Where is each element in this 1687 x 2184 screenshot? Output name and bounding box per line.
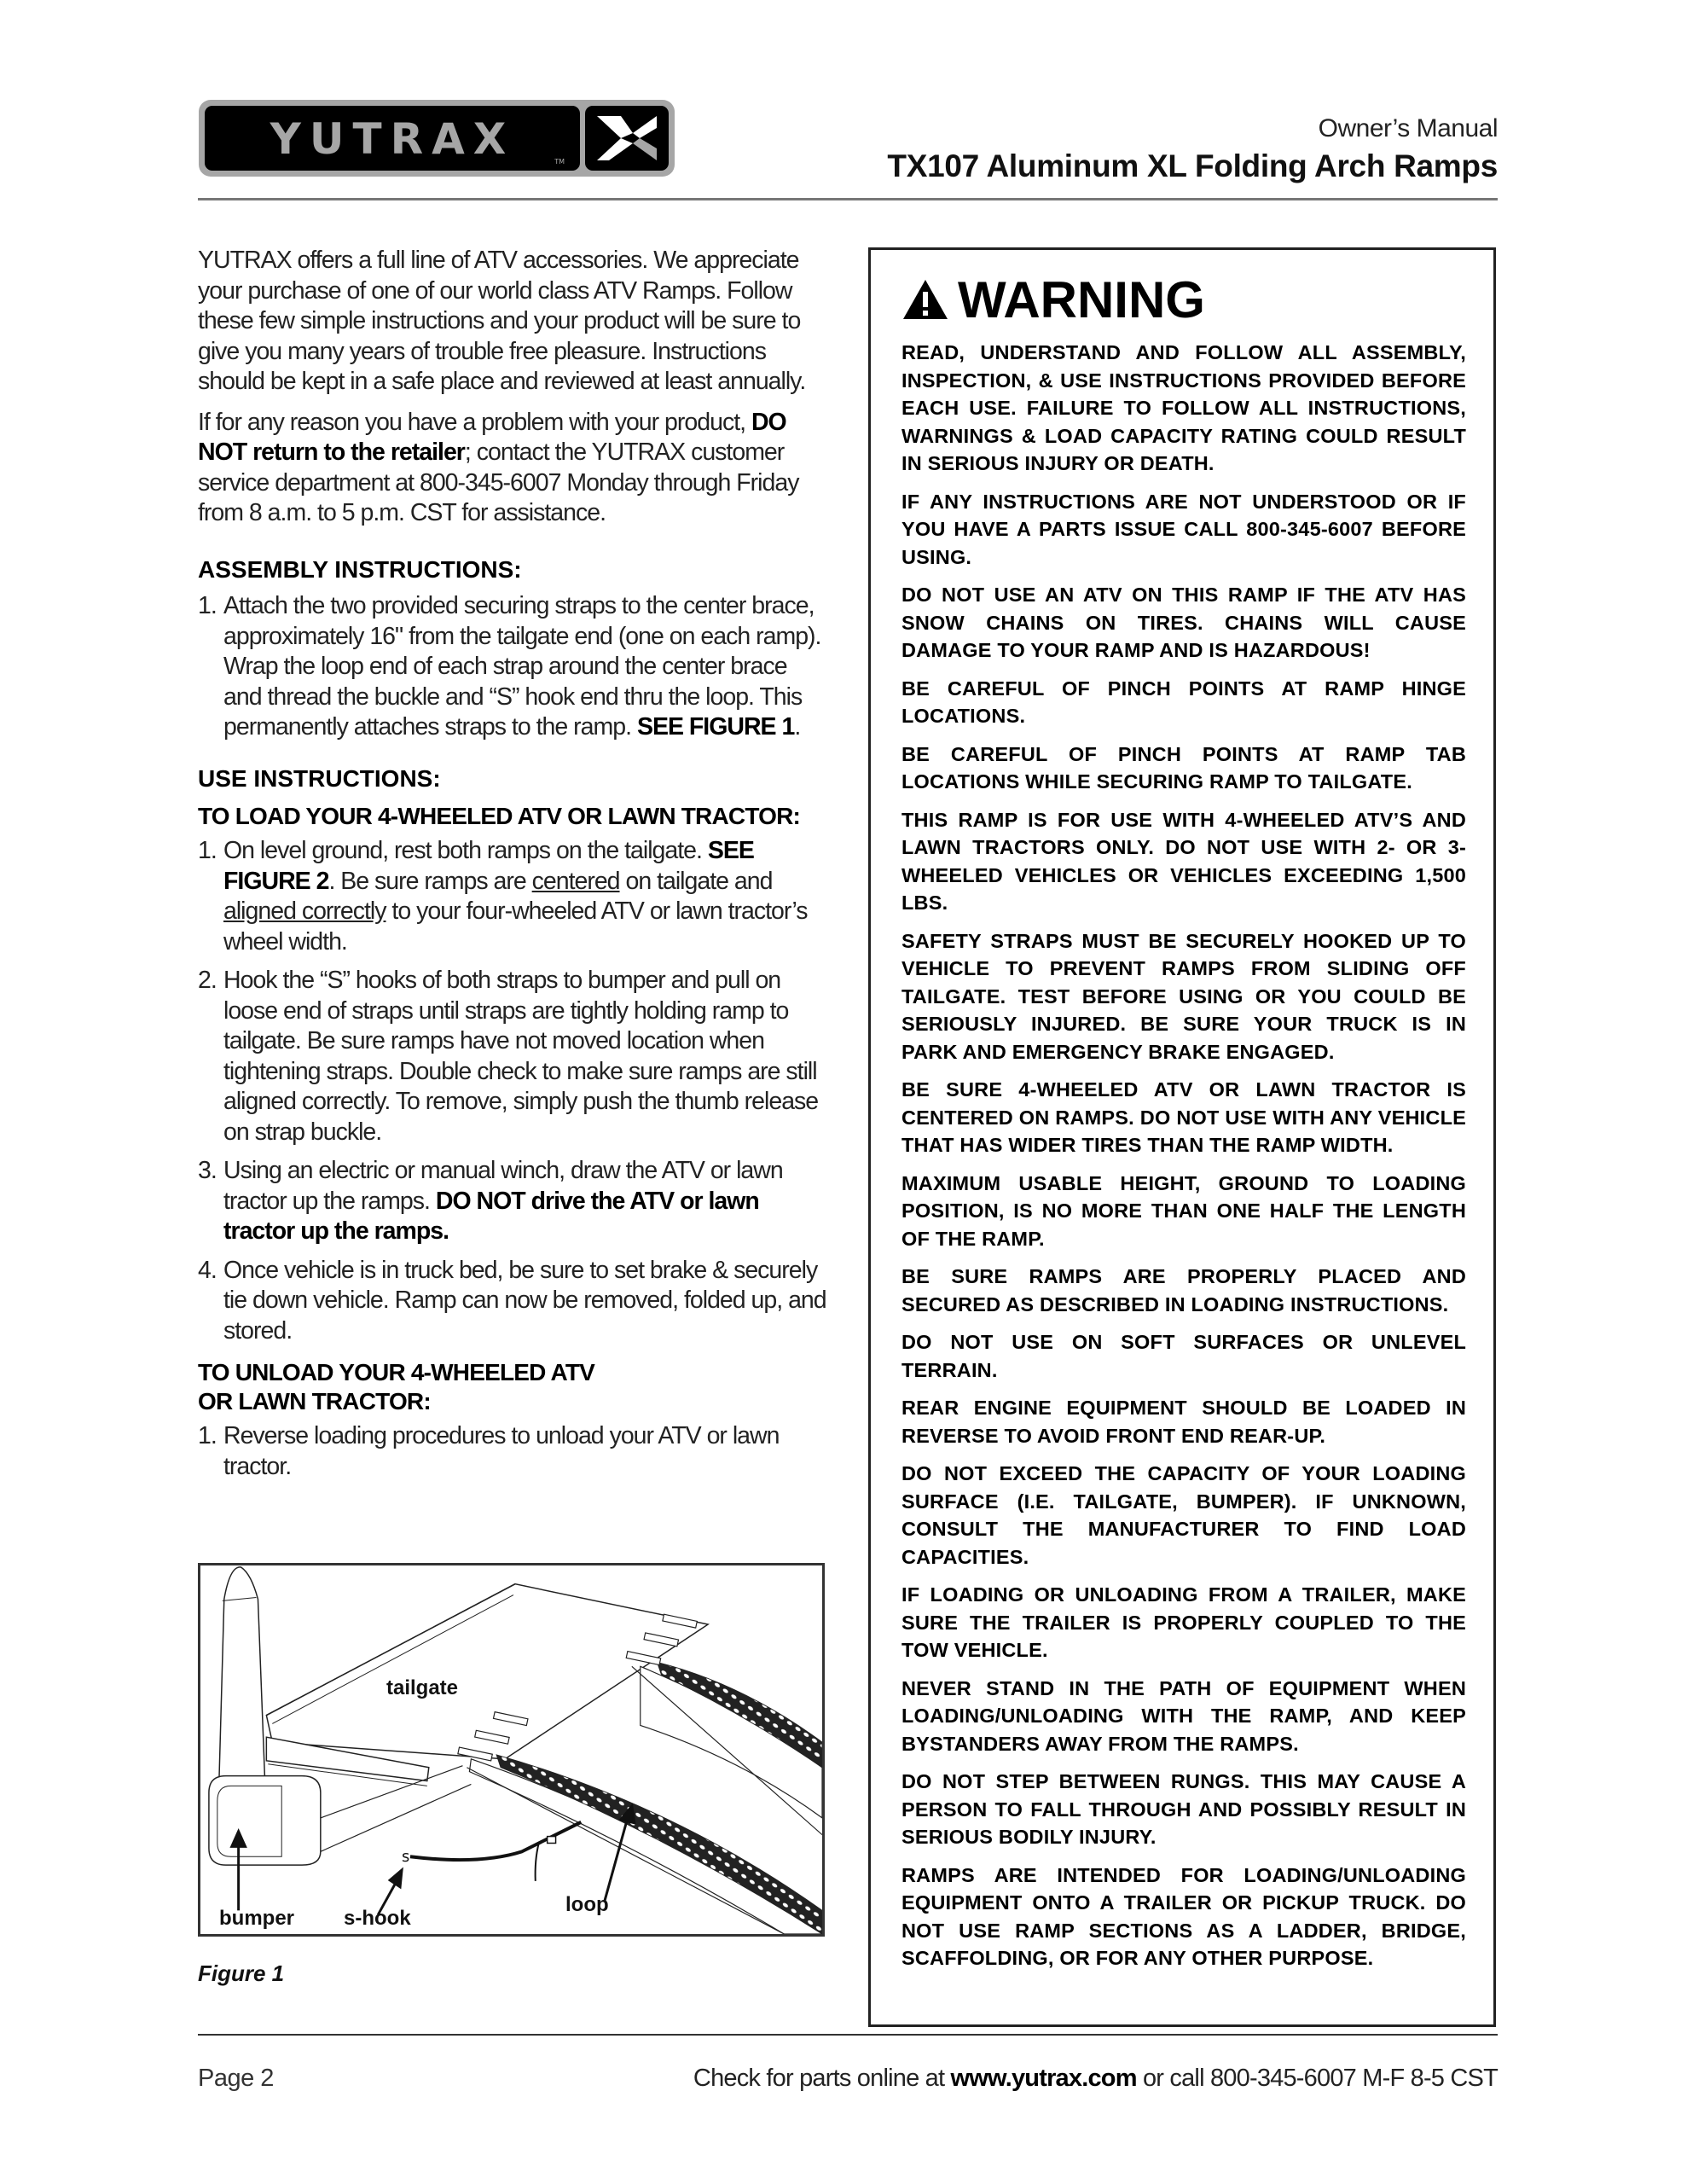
ramp-illustration-icon [200, 1565, 822, 1934]
step-emphasis: DO NOT drive the ATV or lawn tractor up the ramps. [223, 1187, 759, 1245]
step-text: Using an electric or manual winch, draw the ATV or lawn tractor up the ramps. [223, 1157, 783, 1215]
warning-title: WARNING [958, 270, 1205, 328]
warning-item: DO NOT USE ON SOFT SURFACES OR UNLEVEL TERRAIN. [901, 1331, 1466, 1381]
assembly-step [198, 591, 829, 743]
unload-step [198, 1421, 829, 1482]
warning-heading [901, 269, 1466, 330]
unload-steps [198, 1421, 829, 1482]
warning-item: NEVER STAND IN THE PATH OF EQUIPMENT WHEN LOADING/UNLOADING WITH THE RAMP, AND KEEP BYSTANDERS AWAY FROM THE RAMPS. [901, 1676, 1466, 1755]
logo-wordmark: YUTRAX [270, 114, 515, 164]
step-text: Hook the “S” hooks of both straps to bumper and pull on loose end of straps until straps are tightly holding ramp to tailgate. Be sure ramps have not moved location when tightening straps. Double check to make sure ramps are still aligned correctly. To remove, simply push the thumb release on strap buckle. [223, 967, 819, 1146]
contact-text-end: ; contact the YUTRAX customer service department at 800-345-6007 Monday through Friday from 8 a.m. to 5 p.m. CST for assistance. [198, 439, 799, 526]
warning-item: REAR ENGINE EQUIPMENT SHOULD BE LOADED IN REVERSE TO AVOID FRONT END REAR-UP. [901, 1397, 1466, 1447]
warning-box [868, 247, 1496, 2027]
unload-heading-line1: TO UNLOAD YOUR 4-WHEELED ATV [198, 1359, 595, 1385]
label-tailgate: tailgate [386, 1676, 459, 1699]
document-header [887, 114, 1498, 184]
logo-tm: TM [554, 158, 565, 166]
header-divider [198, 198, 1498, 200]
load-step [198, 966, 829, 1147]
footer-divider [198, 2034, 1498, 2036]
warning-items [901, 339, 1466, 1972]
warning-item: DO NOT STEP BETWEEN RUNGS. THIS MAY CAUSE A PERSON TO FALL THROUGH AND POSSIBLY RESULT IN SERIOUS BODILY INJURY. [901, 1770, 1466, 1848]
footer-contact [693, 2065, 1498, 2093]
footer-phone-text: or call 800-345-6007 M-F 8-5 CST [1136, 2065, 1498, 2092]
assembly-steps [198, 591, 829, 743]
label-loop: loop [565, 1893, 609, 1916]
load-step [198, 1256, 829, 1347]
intro-paragraph: YUTRAX offers a full line of ATV accessories. We appreciate your purchase of one of our world class ATV Ramps. Follow these few simple instructions and your product will be sure to give you many years of trouble free pleasure. Instructions should be kept in a safe place and reviewed at least annually. [198, 247, 806, 395]
label-s-hook: s-hook [344, 1907, 411, 1930]
warning-triangle-icon [901, 278, 949, 321]
figure-caption: Figure 1 [198, 1960, 285, 1986]
step-text: to your four-wheeled ATV or lawn tractor’s wheel width. [223, 897, 808, 956]
load-step [198, 836, 829, 957]
warning-item: MAXIMUM USABLE HEIGHT, GROUND TO LOADING POSITION, IS NO MORE THAN ONE HALF THE LENGTH OF THE RAMP. [901, 1171, 1466, 1250]
warning-item: RAMPS ARE INTENDED FOR LOADING/UNLOADING EQUIPMENT ONTO A TRAILER OR PICKUP TRUCK. DO NOT USE RAMP SECTIONS AS A LADDER, BRIDGE, SCAFFOLDING, OR FOR ANY OTHER PURPOSE. [901, 1863, 1466, 1969]
warning-item: BE SURE RAMPS ARE PROPERLY PLACED AND SECURED AS DESCRIBED IN LOADING INSTRUCTIONS. [901, 1265, 1466, 1316]
svg-text:s: s [402, 1848, 410, 1867]
step-tail: . [794, 713, 801, 741]
product-title: TX107 Aluminum XL Folding Arch Ramps [887, 148, 1498, 183]
label-bumper: bumper [219, 1907, 295, 1930]
step-number: 2. [198, 967, 217, 994]
warning-item: BE CAREFUL OF PINCH POINTS AT RAMP TAB LOCATIONS WHILE SECURING RAMP TO TAILGATE. [901, 742, 1466, 793]
load-heading: TO LOAD YOUR 4-WHEELED ATV OR LAWN TRACTOR: [198, 803, 801, 829]
contact-text: If for any reason you have a problem with your product, [198, 408, 751, 436]
step-text: . Be sure ramps are [328, 867, 532, 895]
step-text: On level ground, rest both ramps on the tailgate. [223, 837, 708, 864]
unload-heading-line2: OR LAWN TRACTOR: [198, 1388, 431, 1414]
step-number: 1. [198, 1422, 217, 1449]
step-text: Reverse loading procedures to unload your ATV or lawn tractor. [223, 1422, 780, 1480]
load-steps [198, 836, 829, 1346]
warning-item: BE CAREFUL OF PINCH POINTS AT RAMP HINGE LOCATIONS. [901, 677, 1466, 727]
page-number: Page 2 [198, 2065, 274, 2092]
figure-reference: SEE FIGURE 1 [636, 713, 795, 741]
underlined-text: centered [531, 867, 620, 895]
step-text: Once vehicle is in truck bed, be sure to set brake & securely tie down vehicle. Ramp can now be removed, folded up, and stored. [223, 1256, 826, 1345]
warning-item: BE SURE 4-WHEELED ATV OR LAWN TRACTOR IS CENTERED ON RAMPS. DO NOT USE WITH ANY VEHICLE THAT HAS WIDER TIRES THAN THE RAMP WIDTH. [901, 1078, 1466, 1156]
website-link[interactable]: www.yutrax.com [950, 2065, 1137, 2092]
instructions-column [198, 246, 829, 1490]
step-text: Attach the two provided securing straps to the center brace, approximately 16" from the tailgate end (one on each ramp). Wrap the loop end of each strap around the center brace and thread the buckle and “S” hook end thru the loop. This permanently attaches straps to the ramp. [223, 592, 821, 741]
warning-item: READ, UNDERSTAND AND FOLLOW ALL ASSEMBLY, INSPECTION, & USE INSTRUCTIONS PROVIDED BEFORE EACH USE. FAILURE TO FOLLOW ALL INSTRUCTIONS, WARNINGS & LOAD CAPACITY RATING COULD RESULT IN SERIOUS INJURY OR DEATH. [901, 341, 1466, 474]
step-number: 3. [198, 1157, 217, 1184]
step-number: 1. [198, 837, 217, 864]
warning-item: DO NOT USE AN ATV ON THIS RAMP IF THE ATV HAS SNOW CHAINS ON TIRES. CHAINS WILL CAUSE DAMAGE TO YOUR RAMP AND IS HAZARDOUS! [901, 584, 1466, 661]
step-number: 1. [198, 592, 217, 619]
step-number: 4. [198, 1256, 217, 1284]
load-step [198, 1156, 829, 1247]
warning-item: SAFETY STRAPS MUST BE SECURELY HOOKED UP TO VEHICLE TO PREVENT RAMPS FROM SLIDING OFF TAILGATE. TEST BEFORE USING OR YOU COULD BE SERIOUSLY INJURED. BE SURE YOUR TRUCK IS IN PARK AND EMERGENCY BRAKE ENGAGED. [901, 929, 1466, 1063]
manual-subtitle: Owner’s Manual [1318, 114, 1498, 142]
warning-item: THIS RAMP IS FOR USE WITH 4-WHEELED ATV’S AND LAWN TRACTORS ONLY. DO NOT USE WITH 2- OR 3-WHEELED VEHICLES OR VEHICLES EXCEEDING 1,500 LBS. [901, 808, 1466, 914]
warning-item: IF ANY INSTRUCTIONS ARE NOT UNDERSTOOD OR IF YOU HAVE A PARTS ISSUE CALL 800-345-6007 BEFORE USING. [901, 490, 1466, 568]
figure-1-illustration [198, 1563, 825, 1937]
footer-text: Check for parts online at [693, 2065, 951, 2092]
yutrax-logo [198, 99, 675, 177]
yutrax-logo-icon [198, 99, 675, 177]
contact-paragraph [198, 408, 829, 529]
step-text: on tailgate and [619, 867, 773, 895]
warning-item: DO NOT EXCEED THE CAPACITY OF YOUR LOADING SURFACE (I.E. TAILGATE, BUMPER). IF UNKNOWN, CONSULT THE MANUFACTURER TO FIND LOAD CAPACITIES. [901, 1462, 1466, 1568]
figure-reference: SEE FIGURE 2 [223, 837, 754, 895]
underlined-text: aligned correctly [223, 897, 386, 925]
use-heading: USE INSTRUCTIONS: [198, 764, 441, 792]
contact-emphasis: DO NOT return to the retailer [198, 408, 786, 466]
warning-item: IF LOADING OR UNLOADING FROM A TRAILER, MAKE SURE THE TRAILER IS PROPERLY COUPLED TO THE TOW VEHICLE. [901, 1583, 1466, 1661]
assembly-heading: ASSEMBLY INSTRUCTIONS: [198, 555, 522, 583]
